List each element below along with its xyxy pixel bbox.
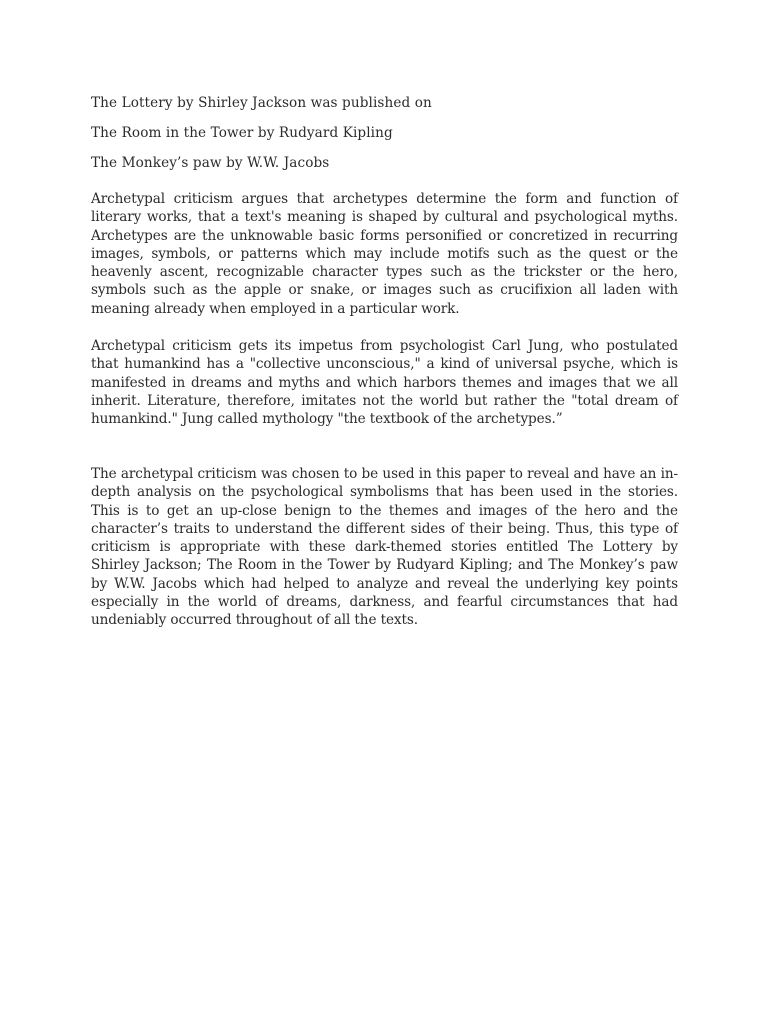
paragraph-paper-rationale: The archetypal criticism was chosen to be used in this paper to reveal and have an in-depth analysis on the psychological symbolisms that has been used in the stories. This is to get an up-close benign to the themes and images of the hero and the character’s traits to understand the different sides of their being. Thus, this type of criticism is appropriate with these dark-themed stories entitled The Lottery by Shirley Jackson; The Room in the Tower by Rudyard Kipling; and The Monkey’s paw by W.W. Jacobs which had helped to analyze and reveal the underlying key points especially in the world of dreams, darkness, and fearful circumstances that had undeniably occurred throughout of all the texts. [91, 466, 678, 629]
paragraph-jung-impetus: Archetypal criticism gets its impetus from psychologist Carl Jung, who postulated that humankind has a "collective unconscious," a kind of universal psyche, which is manifested in dreams and myths and which harbors themes and images that we all inherit. Literature, therefore, imitates not the world but rather the "total dream of humankind." Jung called mythology "the textbook of the archetypes.” [91, 338, 678, 428]
story-line-lottery: The Lottery by Shirley Jackson was published on [91, 95, 432, 111]
story-line-monkeys-paw: The Monkey’s paw by W.W. Jacobs [91, 155, 330, 171]
story-line-room-in-tower: The Room in the Tower by Rudyard Kipling [91, 125, 393, 141]
paragraph-archetypal-definition: Archetypal criticism argues that archetypes determine the form and function of literary works, that a text's meaning is shaped by cultural and psychological myths. Archetypes are the unknowable basic forms personified or concretized in recurring images, symbols, or patterns which may include motifs such as the quest or the heavenly ascent, recognizable character types such as the trickster or the hero, symbols such as the apple or snake, or images such as crucifixion all laden with meaning already when employed in a particular work. [91, 191, 678, 317]
